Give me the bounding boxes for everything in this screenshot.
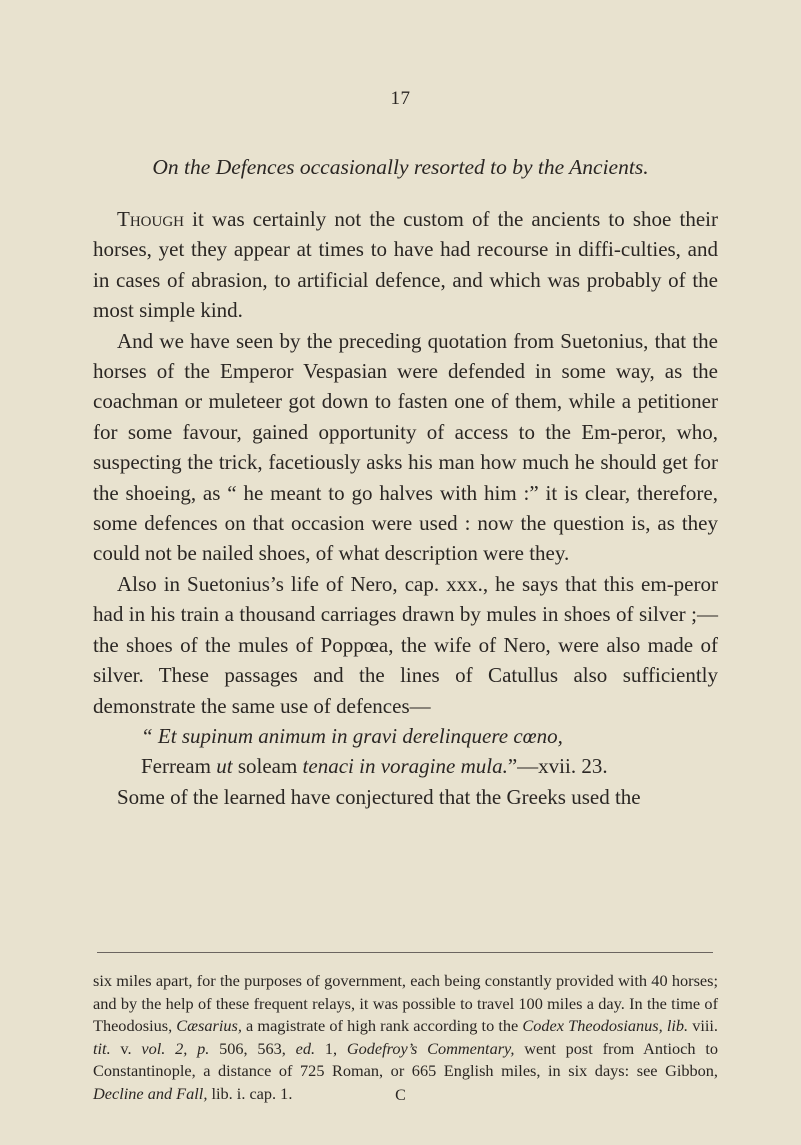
footnote-text: six miles apart, for the purposes of government, each being constantly provided with 40 horses; and by the help of these frequent relays, it was possible to travel 100 miles a day. In the time of Theodosius, Cæsarius, a magistrate of high rank according to the Codex Theodosianus, lib. viii. tit. v. vol. 2, p. 506, 563, ed. 1, Godefroy’s Commentary, went post from Antioch to Constantinople, a distance of 725 Roman, or 665 English miles, in six days: see Gibbon, Decline and Fall, lib. i. cap. 1. [93, 971, 719, 1103]
drop-word: Though [117, 207, 184, 231]
signature-mark: C [395, 1087, 406, 1104]
paragraph-1-text: it was certainly not the custom of the ancients to shoe their horses, yet they appear at times to have had recourse in diffi-culties, and in cases of abrasion, to artificial defence, and which was probably of the most simple kind. [93, 207, 718, 323]
verse-line-1: “ Et supinum animum in gravi derelinquere cœno, [141, 723, 563, 748]
paragraph-4: Some of the learned have conjectured that the Greeks used the [117, 784, 641, 809]
footnote-divider [97, 952, 713, 953]
body-text [93, 204, 718, 812]
paragraph-1 [93, 204, 718, 326]
footnote [93, 970, 718, 1105]
verse-quotation [141, 721, 718, 782]
verse-line-2: Ferream ut soleam tenaci in voragine mula.”—xvii. 23. [141, 754, 608, 779]
chapter-title: On the Defences occasionally resorted to by the Ancients. [152, 155, 649, 179]
page-number: 17 [390, 88, 411, 109]
paragraph-2: And we have seen by the preceding quotation from Suetonius, that the horses of the Emperor Vespasian were defended in some way, as the coachman or muleteer got down to fasten one of them, while a petitioner for some favour, gained opportunity of access to the Em-peror, who, suspecting the trick, facetiously asks his man how much he should get for the shoeing, as “ he meant to go halves with him :” it is clear, therefore, some defences on that occasion were used : now the question is, as they could not be nailed shoes, of what description were they. [93, 328, 718, 566]
paragraph-3: Also in Suetonius’s life of Nero, cap. xxx., he says that this em-peror had in his train a thousand carriages drawn by mules in shoes of silver ;—the shoes of the mules of Poppœa, the wife of Nero, were also made of silver. These passages and the lines of Catullus also sufficiently demonstrate the same use of defences— [93, 571, 718, 718]
